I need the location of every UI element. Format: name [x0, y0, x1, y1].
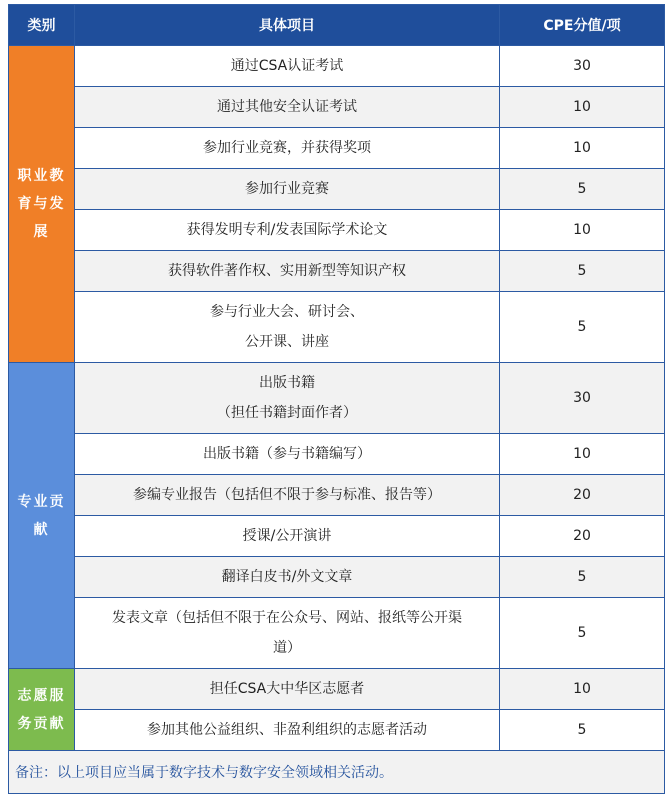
points-cell: 10 [500, 669, 665, 710]
item-text-line: 参加行业竞赛 [245, 181, 329, 197]
item-cell [75, 475, 500, 516]
table-row [9, 292, 665, 363]
item-text-line: 参加其他公益组织、非盈利组织的志愿者活动 [147, 722, 427, 738]
table-body [9, 46, 665, 751]
item-cell [75, 516, 500, 557]
points-cell: 30 [500, 46, 665, 87]
header-category: 类别 [9, 5, 75, 46]
item-cell [75, 251, 500, 292]
points-cell: 5 [500, 251, 665, 292]
table-row [9, 128, 665, 169]
item-cell [75, 128, 500, 169]
points-cell: 5 [500, 710, 665, 751]
points-cell: 5 [500, 292, 665, 363]
item-text-line: 授课/公开演讲 [242, 528, 332, 544]
item-cell [75, 557, 500, 598]
item-text-line: 公开课、讲座 [245, 334, 329, 350]
points-cell: 20 [500, 516, 665, 557]
item-cell [75, 598, 500, 669]
points-cell: 10 [500, 128, 665, 169]
item-cell [75, 169, 500, 210]
table-header-row [9, 5, 665, 46]
points-cell: 5 [500, 598, 665, 669]
item-text-line: 参与行业大会、研讨会、 [210, 304, 364, 320]
table-row [9, 710, 665, 751]
item-text-line: 获得软件著作权、实用新型等知识产权 [168, 263, 406, 279]
table-row [9, 46, 665, 87]
item-text-line: 担任CSA大中华区志愿者 [209, 681, 365, 697]
points-cell: 5 [500, 169, 665, 210]
item-cell [75, 210, 500, 251]
header-points: CPE分值/项 [500, 5, 665, 46]
points-cell: 30 [500, 363, 665, 434]
item-cell [75, 46, 500, 87]
table-row [9, 434, 665, 475]
table-row [9, 516, 665, 557]
item-text-line: 发表文章（包括但不限于在公众号、网站、报纸等公开渠 [112, 610, 462, 626]
table-row [9, 363, 665, 434]
item-text-line: 出版书籍（参与书籍编写） [203, 446, 371, 462]
points-cell: 5 [500, 557, 665, 598]
category-cell: 专业贡献 [9, 363, 75, 669]
category-cell: 志愿服务贡献 [9, 669, 75, 751]
table-row [9, 251, 665, 292]
item-cell [75, 363, 500, 434]
note-text: 备注：以上项目应当属于数字技术与数字安全领域相关活动。 [9, 751, 665, 794]
item-cell [75, 292, 500, 363]
header-item: 具体项目 [75, 5, 500, 46]
item-text-line: 参编专业报告（包括但不限于参与标准、报告等） [133, 487, 441, 503]
item-text-line: 出版书籍 [259, 375, 315, 391]
item-text-line: 通过CSA认证考试 [230, 58, 344, 74]
item-cell [75, 434, 500, 475]
item-text-line: 道） [273, 640, 301, 656]
table-row [9, 210, 665, 251]
item-text-line: 参加行业竞赛，并获得奖项 [203, 140, 371, 156]
cpe-points-table [8, 4, 665, 794]
note-row [9, 751, 665, 794]
table-row [9, 475, 665, 516]
table-row [9, 598, 665, 669]
points-cell: 10 [500, 434, 665, 475]
item-cell [75, 669, 500, 710]
item-text-line: 获得发明专利/发表国际学术论文 [186, 222, 388, 238]
table-row [9, 169, 665, 210]
points-cell: 10 [500, 87, 665, 128]
item-cell [75, 710, 500, 751]
table-row [9, 669, 665, 710]
item-text-line: （担任书籍封面作者） [217, 405, 357, 421]
item-text-line: 翻译白皮书/外文文章 [221, 569, 353, 585]
item-text-line: 通过其他安全认证考试 [217, 99, 357, 115]
item-cell [75, 87, 500, 128]
table-row [9, 557, 665, 598]
points-cell: 10 [500, 210, 665, 251]
table-row [9, 87, 665, 128]
points-cell: 20 [500, 475, 665, 516]
category-cell: 职业教育与发展 [9, 46, 75, 363]
